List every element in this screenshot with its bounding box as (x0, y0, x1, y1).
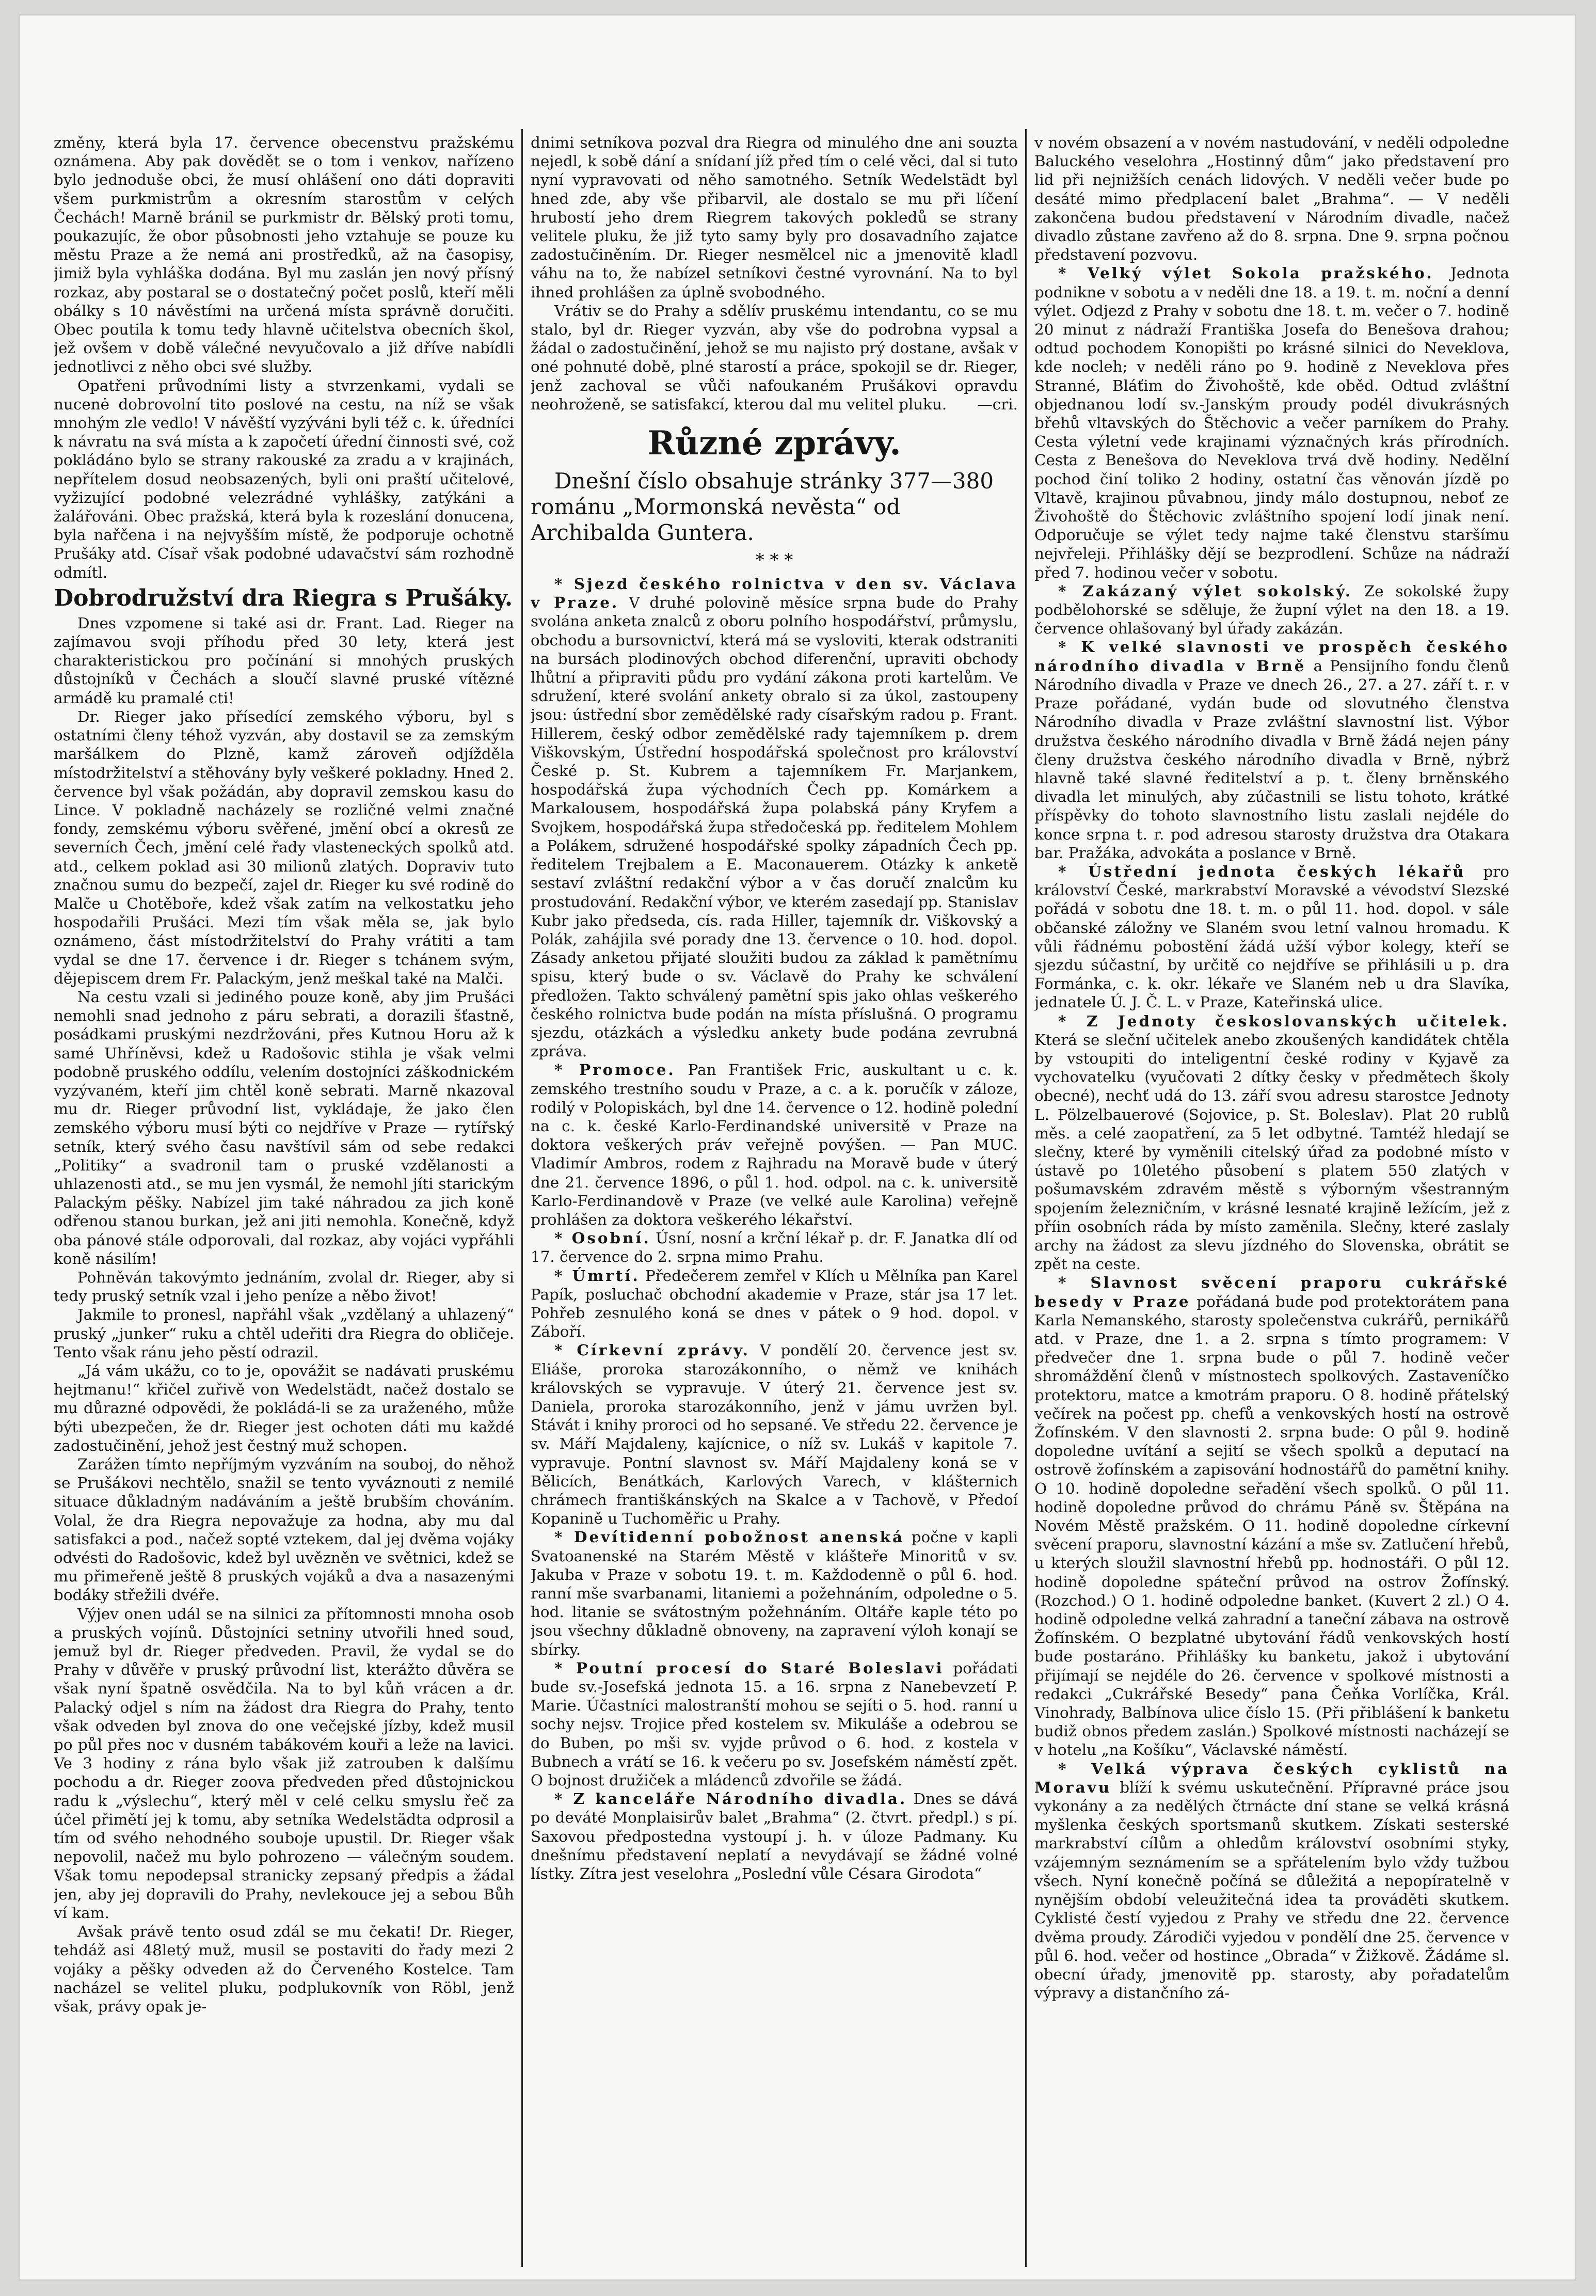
article-paragraph: Pohněván takovýmto jednáním, zvolal dr. Rieger, aby si tedy pruský setník vzal i jeho peníze a něbo život! (54, 1268, 514, 1305)
news-heading: * Poutní procesí do Staré Boleslavi (554, 1658, 944, 1677)
article-paragraph (531, 302, 1018, 414)
news-heading: * Úmrtí. (554, 1266, 640, 1285)
article-paragraph: Opatřeni průvodními listy a stvrzenkami, vydali se nucenė dobrovolní tito poslové na cestu, na níž se však mnohým zle vedlo! V návěští vyzýváni byli též c. k. úředníci k návratu na svá místa a k započetí úřední činnosti své, což pokládáno bylo se strany rakouské za zradu a v krajinách, nepřítelem dosud neobsazených, byli oni praští učitelové, vyžizující podobné velezrádné vyhlášky, zatýkáni a žalářováni. Obec pražská, která byla k rozeslání donucena, byla nařčena i na nejvyšším místě, že podporuje ochotně Prušáky atd. Císař však podobné udavačství sám rozhodně odmítl. (54, 376, 514, 581)
article-paragraph: Na cestu vzali si jediného pouze koně, aby jim Prušáci nemohli snad jednoho z páru sebrati, a dorazili šťastně, posádkami pruskými nezdržováni, přes Kutnou Horu až k samé Uhříněvsi, kdež u Radošovic stihla je však velmi podobně pruského oddílu, velením dostojníci záškodnickém vyzývaném, kteří jim chtěl koně sebrati. Marně nkazoval mu dr. Rieger průvodní list, vykládaje, že jako člen zemského výboru musí býti co nejdříve v Praze — rytířský setník, který svého času navštívil sám od sebe redakci „Politiky“ a svadronil tam o pruské vzdělanosti a uhlazenosti atd., se mu jen vysmál, že nemohl jíti starickým Palackým pěšky. Nabízel jim také náhradou za jich koně odřenou stanou burkan, jež ani jiti nemohla. Konečně, když oba pánové stále odporovali, dal rozkaz, aby vojáci vypřáhli koně násilím! (54, 988, 514, 1268)
news-text: V pondělí 20. července jest sv. Eliáše, proroka starozákonního, o němž ve knihách královských se vypravuje. V úterý 21. července jest sv. Daniela, proroka starozákonního, jenž v jámu uvržen byl. Stávát i knihy proroci od ho sepsané. Ve středu 22. července je sv. Máří Majdaleny, kajícnice, o níž sv. Lukáš v kapitole 7. vypravuje. Pontní slavnost sv. Máří Majdaleny koná se v Bělicích, Benátkách, Karlových Varech, v klášternich chrámech františkánských na Skalce a v Tachově, v Předoí Kopanině u Tuchoměřic u Prahy. (531, 1341, 1018, 1528)
news-item (1034, 582, 1509, 638)
news-heading: * Velký výlet Sokola pražského. (1058, 264, 1434, 282)
newspaper-page (20, 15, 1575, 2279)
news-item (1034, 1012, 1509, 1274)
news-heading: * K velké slavnosti ve prospěch českého národního divadla v Brně (1034, 638, 1509, 675)
article-continuation-text: v novém obsazení a v novém nastudování, v neděli odpoledne Baluckého veselohra „Hostinný dům“ jako představení pro lid při nejnižších cenách lidových. V neděli večer bude po desáté mimo předplacení balet „Brahma“. — V neděli zakončena budou představení v Národním divadle, načež divadlo zůstane zavřeno až do 8. srpna. Dne 9. srpna počnou představení pozvovu. (1034, 134, 1509, 264)
news-item (531, 1060, 1018, 1229)
news-text: Která se sleční učitelek anebo zkoušených kandidátek chtěla by vstoupiti do inteligentní české rodiny v Kyjavě za vychovatelku (vyučovati 2 dítky česky v předmětech školy obecné), nechť udá do 13. září svou adresu starostce Jednoty L. Pölzelbauerové (Sojovice, p. St. Boleslav). Plat 20 rublů měs. a celé zaopatření, za 5 let odbytné. Tamtéž hledají se slečny, které by vyměnili citelský úřad za podobné místo v ústavě po 10letého působení s platem 550 zlatých v pošumavském zdravém městě s výborným všestranným spojením železničním, v krásné lesnaté krajině ležícím, jež z příin osobních ráda by místo zaměnila. Slečny, které zaslaly archy na žádost za slevu jízdného do Slovenska, obrátit se zpět na ceste. (1034, 1031, 1509, 1273)
news-heading: * Ústřední jednota českých lékařů (1058, 862, 1466, 880)
news-text: pořádati bude sv.-Josefská jednota 15. a 16. srpna z Nanebevzetí P. Marie. Účastníci malostranští mohou se sejíti o 5. hod. ranní u sochy nejsv. Trojice před kostelem sv. Mikuláše a odebrou se do Buben, po mši sv. vyjde průvod o 6. hod. z kostela v Bubnech a vrátí se 16. k večeru po sv. Josefském náměstí zpět. O bojnost družiček a mládenců zdvořile se žádá. (531, 1659, 1018, 1790)
news-item (531, 1528, 1018, 1658)
news-text: V druhé polovině měsíce srpna bude do Prahy svolána anketa znalců z oboru polního hospodářství, průmyslu, obchodu a bursovnictví, která má se vysloviti, kterak odstraniti na bursách plodinových obchod diferenční, upraviti obchody lhůtní a připraviti půdu pro vydání zákona proti kartelům. Ve sdružení, které svolání ankety obralo si za úkol, zastoupeny jsou: ústřední sbor zemědělské rady císařským radou p. Frant. Hillerem, český odbor zemědělské rady tajemníkem p. drem Viškovským, Ústřední hospodářská společnost pro království České p. St. Kubrem a tajemníkem Fr. Marjankem, hospodářská župa východních Čech pp. Komárkem a Markalousem, hospodářská župa polabská pány Kryfem a Svojkem, hospodářská župa středočeská pp. ředitelem Mohlem a Polákem, sdružené hospodářské spolky západních Čech pp. ředitelem Trejbalem a E. Maconauerem. Otázky k anketě sestaví zvláštní redakční výbor a v čas doručí znalcům ku prostudování. Redakční výbor, ve kterém zasedají pp. Stanislav Kubr jako předseda, cís. rada Hiller, tajemník dr. Viškovský a Polák, zahájila své porady dne 13. července o 10. hod. dopol. Zásady anketou přijaté sloužiti budou za základ k pamětnímu spisu, který bude o sv. Václavě do Prahy ke schválení předložen. Takto schválený pamětní spis jako ohlas veškerého českého rolnictva bude podán na místa příslušná. O programu sjezdu, otázkách a výsledku ankety bude podána zevrubná zpráva. (531, 594, 1018, 1060)
article-heading-rieger: Dobrodružství dra Riegra s Prušáky. (54, 584, 513, 611)
news-item (531, 575, 1018, 1060)
article-paragraph: Avšak právě tento osud zdál se mu čekati! Dr. Rieger, tehdáž asi 48letý muž, musil se postaviti do řady mezi 2 vojáky a pěšky odveden až do Červeného Kostelce. Tam nacházel se velitel pluku, podplukovník von Röbl, jenž však, právy opak je- (54, 1923, 514, 2015)
column-rule-1 (521, 129, 523, 2267)
article-paragraph: Dnes vzpomene si také asi dr. Frant. Lad. Rieger na zajímavou svoji příhodu před 30 lety, která jest charakteristickou pro počínání si mnohých pruských důstojníků v Čechách a sloučí slavné pruské vítězné armádě ku pramalé cti! (54, 614, 514, 707)
news-text: a Pensijního fondu členů Národního divadla v Praze ve dnech 26., 27. a 27. září t. r. v Praze pořádané, vydán bude od slovutného členstva Národního divadla v Praze zvláštní slavnostní list. Výbor družstva českého národního divadla v Brně žádá nejen pány členy družstva českého národního divadla v Brně, nýbrž hlavně také slavné ředitelství a p. t. členy brněnského divadla let minulých, aby zúčastnili se listu tohoto, krátké příspěvky do tohoto slavnostního listu zaslali nejdéle do konce srpna t. r. pod adresou starosty družstva dra Otakara bar. Pražáka, advokáta a poslance v Brně. (1034, 657, 1509, 862)
news-text: Dnes se dává po deváté Monplaisirův balet „Brahma“ (2. čtvrt. předpl.) s pí. Saxovou předpostedna vystoupí j. h. v úloze Padmany. Ku dnešnímu představení neplatí a nevydávají se žádné volné lístky. Zítra jest veselohra „Poslední vůle Césara Girodota“ (531, 1790, 1018, 1883)
news-heading: * Slavnost svěcení praporu cukrářské besedy v Praze (1034, 1273, 1509, 1310)
news-heading: * Devítidenní pobožnost anenská (554, 1528, 905, 1546)
news-heading: * Osobní. (554, 1229, 651, 1247)
news-heading: * Sjezd českého rolnictva v den sv. Václava v Praze. (531, 575, 1018, 612)
news-text: Úsní, nosní a krční lékař p. dr. F. Janatka dlí od 17. července do 2. srpna mimo Prahu. (531, 1229, 1018, 1266)
author-signature: —cri. (977, 395, 1018, 413)
news-item (531, 1229, 1018, 1266)
section-title: Různé zprávy. (647, 424, 901, 463)
article-continuation-text: změny, která byla 17. července obecenstvu pražskému oznámena. Aby pak dovědět se o tom i venkov, nařízeno bylo jednoduše obci, že musí ohlášení ono dáti dopraviti všem purkmistrům a okresním starostům v celých Čechách! Marně bránil se purkmistr dr. Bělský proti tomu, poukazujíc, že obor působnosti jeho vztahuje se pouze ku městu Praze a že nemá ani prostředků, až na časopisy, jimiž byla vyhláška dodána. Byl mu zaslán jen nový přísný rozkaz, aby postaral se o dostatečný počet poslů, kteří měli obálky s 10 návěstími na určená místa správně doručiti. Obec poutila k tomu tedy hlavně učitelstva obecních škol, jež ovšem v době válečné nevyučovalo a již dříve nabídli jednotlivci z něho obci své služby. (54, 134, 514, 376)
news-item (531, 1790, 1018, 1883)
news-item (531, 1659, 1018, 1790)
news-text: pro království České, markrabství Moravské a vévodství Slezské pořádá v sobotu dne 18. t. m. o půl 11. hod. dopol. v sále občanské záložny ve Slaném svou letní valnou hromadu. K vůli řádnému pobostění žádá užší výbor kolegy, kteří se sjezdu súčastní, by určitě co nejdříve se přihlásili u p. dra Formánka, c. k. okr. lékaře ve Slaném neb u dra Slavíka, jednatele Ú. J. Č. L. v Praze, Kateřinská ulice. (1034, 862, 1509, 1011)
column-rule-2 (1025, 129, 1027, 2267)
article-paragraph: Výjev onen udál se na silnici za přítomnosti mnoha osob a pruských vojínů. Důstojníci setniny utvořili hned soud, jemuž byl dr. Rieger předveden. Pravil, že vydal se do Prahy v důvěře v pruský průvodní list, kterážto důvěra se však nyní špatně osvědčila. Na to byl kůň vrácen a dr. Palacký odjel s ním na žádost dra Riegra do Prahy, tento však odveden byl znova do one večejské jízby, kdež musil po půl přes noc v dusném tabákovém kouři a leže na lavici. Ve 3 hodiny z rána bylo však již zatrouben k dalšímu pochodu a dr. Rieger zoova předveden před důstojnickou radu k „výslechu“, který měl v celé celku smyslu řeč za účel přimětí jej k tomu, aby setníka Wedelstädta odprosil a tím od svého nehodného souboje upustil. Dr. Rieger však nepovolil, načež mu bylo pohrozeno — válečným soudem. Však tomu nepodepsal stranicky zepsaný předpis a žádal jen, aby jej dopravili do Prahy, nevlekouce jej a sebou Bůh ví kam. (54, 1605, 514, 1922)
news-heading: * Velká výprava českých cyklistů na Moravu (1034, 1759, 1509, 1796)
article-continuation-text: dnimi setníkova pozval dra Riegra od minulého dne ani souzta nejedl, k sobě dání a snídaní jíž před tím o celé věci, dal si tuto nyní vypravovati od něho samotného. Setník Wedelstädt byl hned zde, aby vše přibarvil, ale dostalo se mu při líčení hrubostí jeho drem Riegrem takových pokledů se strany velitele pluku, že již tyto samy byly pro dosavadního zajatce zadostučiněním. Dr. Rieger nesmělcel nic a jmenovitě kladl váhu na to, že nabízel setníkovi čestné vyrovnání. Na to byl ihned prohlášen za úplně svobodného. (531, 134, 1018, 301)
news-text: pořádaná bude pod protektorátem pana Karla Nemanského, starosty společenstva cukrářů, pernikářů atd. v Praze, dne 1. a 2. srpna s tímto programem: V předvečer dne 1. srpna bude o půl 7. hodině večer shromáždění členů v místnostech spolkových. Zastaveníčko protektoru, matce a kmotrám praporu. O 8. hodině přátelský večírek na počest pp. chefů a venkovských hostí na ostrově Žofínském. V den slavnosti 2. srpna bude: O půl 9. hodině dopoledne uvítání a sejití se všech spolků a deputací na ostrově žofínském a zapisování hodnostářů do pamětní knihy. O 10. hodině dopoledne seřadění všech spolků. O půl 11. hodině dopoledne průvod do chrámu Páně sv. Štěpána na Novém Městě pražském. O 11. hodině dopoledne církevní svěcení praporu, slavnostní kázání a mše sv. Zatlučení hřebů, u kterých sloužil slavnostní hřebů pp. hodnostáři. O půl 12. hodině dopoledne spáteční průvod na ostrov Žofínský. (Rozchod.) O 1. hodině odpoledne banket. (Kuvert 2 zl.) O 4. hodině odpoledne velká zahradní a taneční zábava na ostrově Žofínském. O bezplatné ubytování řádů venkovských hostí bude postaráno. Přihlášky ku banketu, jakož i ubytování přijímají se nejdéle do 26. července v spolkové místnosti a redakci „Cukrářské Besedy“ pana Čeňka Vorlíčka, Král. Vinohrady, Balbínova ulice číslo 15. (Při přiblášení k banketu budiž obnos předem zaslán.) Spolkové místnosti nacházejí se v hotelu „na Košíku“, Václavské náměstí. (1034, 1292, 1509, 1759)
article-paragraph: „Já vám ukážu, co to je, opovážit se nadávati pruskému hejtmanu!“ křičel zuřivě von Wedelstädt, načež dostalo se mu důrazné odpovědi, že pokládá-li se za uraženého, může býti ubezpečen, že dr. Rieger jest ochoten dáti mu každé zadostučinění, jehož jest čestný muž schopen. (54, 1362, 514, 1454)
news-text: počne v kapli Svatoanenské na Starém Městě v klášteře Minoritů v sv. Jakuba v Praze v sobotu 19. t. m. Každodenně o půl 6. hod. ranní mše svarbanami, litaniemi a požehnáním, odpoledne o 5. hod. litanie se svátostným požehnáním. Oltáře kaple této po jsou všechny důkladně obnoveny, na zapravení výloh konají se sbírky. (531, 1528, 1018, 1658)
column-3 (1034, 133, 1509, 2259)
news-item (531, 1266, 1018, 1341)
news-text: Ze sokolské župy podbělohorské se sděluje, že župní výlet na den 18. a 19. července ohlašovaný byl úřady zakázán. (1034, 582, 1509, 638)
section-lead: Dnešní číslo obsahuje stránky 377—380 románu „Mormonská nevěsta“ od Archibalda Guntera. (531, 468, 994, 546)
news-text: Předečerem zemřel v Klích u Mělníka pan Karel Papík, posluchač obchodní akademie v Praze, stár jsa 17 let. Pohřeb zesnulého koná se dnes v pátek o 9 hod. dopol. v Záboří. (531, 1266, 1018, 1341)
news-item (1034, 638, 1509, 862)
separator-stars: * * * (755, 550, 793, 571)
news-heading: * Církevní zprávy. (554, 1341, 750, 1359)
news-item (1034, 264, 1509, 581)
news-text: Pan František Fric, auskultant u c. k. zemského trestního soudu v Praze, a c. a k. poručík v záloze, rodilý v Polopiskách, byl dne 14. července o 12. hodině polední na c. k. české Karlo-Ferdinandské universitě v Praze na doktora veškerých práv veřejně povýšen. — Pan MUC. Vladimír Ambros, rodem z Rajhradu na Moravě bude v úterý dne 21. července 1896, o půl 1. hod. odpol. na c. k. universitě Karlo-Ferdinandově v Praze (ve velké aule Karolina) veřejně prohlášen za doktora veškerého lékařství. (531, 1061, 1018, 1228)
news-item (1034, 862, 1509, 1012)
news-item (531, 1341, 1018, 1528)
news-heading: * Z Jednoty českoslovanských učitelek. (1058, 1011, 1509, 1030)
article-paragraph-text: Vrátiv se do Prahy a sdělív pruskému intendantu, co se mu stalo, byl dr. Rieger vyzván, aby vše do podrobna vypsal a žádal o zadostučinění, jehož se mu najisto prý dostane, avšak v oné pohnuté době, plné starostí a práce, spokojil se dr. Rieger, jenž zachoval se vůči nafoukaném Prušákovi opravdu neohroženě, se satisfakcí, kterou dal mu velitel pluku. (531, 302, 1018, 413)
article-paragraph: Jakmile to pronesl, napřáhl však „vzdělaný a uhlazený“ pruský „junker“ ruku a chtěl udeřiti dra Riegra do obličeje. Tento však ránu jeho pěstí odrazil. (54, 1306, 514, 1361)
news-text: blíží k svému uskutečnění. Přípravné práce jsou vykonány a za nedělých čtrnácte dní stane se velká krásná myšlenka českých sportsmanů skutkem. Získati sesterské markrabství cílům a ohledům království osobními styky, vzájemným seznámením se a spřátelením bylo vždy tužbou všech. Nyní konečně počíná se důležitá a nepopíratelně v nynějším období veleužitečná idea ta prováděti skutkem. Cyklisté čestí vyjedou z Prahy ve středu dne 22. července dvěma proudy. Zárodiči vyjedou v pondělí dne 25. července v půl 6. hod. večer od hostince „Obrada“ v Žižkově. Žádáme sl. obecní úřady, jmenovitě pp. starosty, aby pořadatelům výpravy a distančního zá- (1034, 1778, 1509, 2002)
news-heading: * Z kanceláře Národního divadla. (554, 1790, 907, 1808)
article-paragraph: Dr. Rieger jako přísedící zemského výboru, byl s ostatními členy téhož vyzván, aby dostavil se za zemským maršálkem do Plzně, kamž zároveň odjížděla místodržitelství a stěhovány byly veškeré pokladny. Hned 2. července byl však požádán, aby dopravil zemskou kasu do Lince. V pokladně nacházely se rozličné velmi značné fondy, zemskému výboru svěřené, jmění obcí a okresů ze severních Čech, jmění celé řady vlasteneckých spolků atd. atd., celkem poklad asi 30 milionů zlatých. Dopraviv tuto značnou sumu do bezpečí, zajel dr. Rieger ku své rodině do Malče u Chotěboře, kdež však zatím na velkostatku jeho hospodařili Prušáci. Mezi tím však měla se, jak bylo oznámeno, část místodržitelství do Prahy vrátiti a tam vydal se dne 17. července i dr. Rieger s tchánem svým, dějepiscem drem Fr. Palackým, jenž meškal také na Malči. (54, 707, 514, 987)
news-item (1034, 1273, 1509, 1759)
article-paragraph: Zarážen tímto nepříjmým vyzváním na souboj, do něhož se Prušákovi nechtělo, snažil se tento vyváznouti z nemilé situace důkladným nadáváním a ještě brubším chováním. Volal, že dra Riegra nepovažuje za hodna, aby mu dal satisfakci a pod., načež sopté vztekem, dal jej dvěma vojáky odvésti do Radošovic, kdež byl uvězněn ve světnici, kdež se mu přimeřeně ještě 8 pruských vojáků a dva a nasazenými bodáky střežili dvéře. (54, 1455, 514, 1604)
news-heading: * Zakázaný výlet sokolský. (1058, 581, 1353, 600)
news-text: Jednota podnikne v sobotu a v neděli dne 18. a 19. t. m. noční a denní výlet. Odjezd z Prahy v sobotu dne 18. t. m. večer o 7. hodině 20 minut z nádraží Františka Josefa do Benešova drahou; odtud pochodem Konopišti po krásné silnici do Neveklova, kde nocleh; v neděli ráno po 9. hodině z Neveklova přes Stranné, Bláťim do Živohoště, kde oběd. Odtud zvláštní objednanou lodí sv.-Janským proudy podél divukrásných břehů vltavských do Štěchovic a večer parníkem do Prahy. Cesta výletní vede krajinami význačných krás přírodních. Cesta z Benešova do Neveklova trvá dvě hodiny. Nedělní pochod činí toliko 2 hodiny, ostatní čas věnován jízdě po Vltavě, krajinou půvabnou, jindy málo dostupnou, neboť ze Živohoště do Štěchovic zvláštního spojení lodí jinak není. Odporučuje se výlet tedy najme také členstvu staršímu nejvřeleji. Přihlášky dějí se bezprodlení. Schůze na nádraží před 7. hodinou večer v sobotu. (1034, 264, 1509, 581)
news-item (1034, 1760, 1509, 2003)
column-1 (54, 133, 514, 2259)
news-heading: * Promoce. (554, 1060, 676, 1079)
column-2 (531, 133, 1018, 2259)
